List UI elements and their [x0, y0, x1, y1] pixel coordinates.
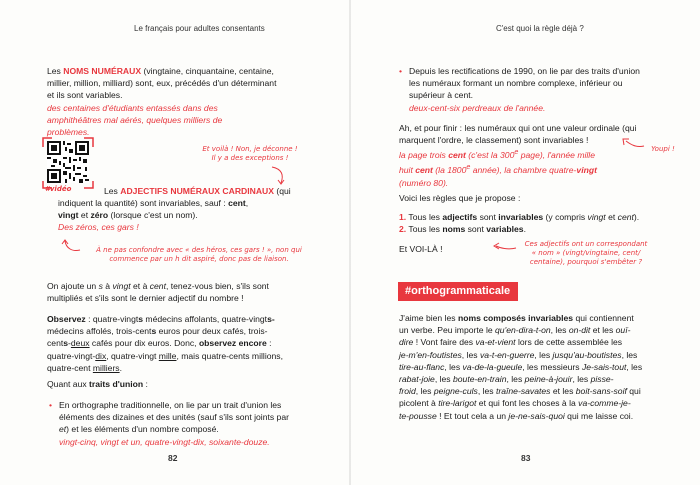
para-adjectifs-cardinaux: Les ADJECTIFS NUMÉRAUX CARDINAUX (qui [104, 186, 291, 196]
example-traits-union: vingt-cinq, vingt et un, quatre-vingt-dix, soixante-douze. [59, 436, 270, 447]
para-noms-composes: J'aime bien les noms composés invariables qui contiennent un verbe. Peu importe le qu'en-dira-t-on, les on-dit et les ouï- dire ! Vont faire des va-et-vient lors de cette assemblée les je-m'en-foutistes, les va-t-en-guerre, les jusqu'au-boutistes, les tire-au-flanc, les va-de-la-gueule, les messieurs Je-sais-tout, les rabat-joie, les boute-en-train, les peine-à-jouir, les pisse- froid, les peigne-culs, les traîne-savates et les boit-sans-soif qui picolent à tire-larigot et qui font les choses à la va-comme-je- te-pousse ! Et tout cela a un je-ne-sais-quoi qui me laisse coi. [399, 313, 643, 421]
right-page-number: 83 [521, 453, 531, 463]
arrow-icon [620, 136, 646, 152]
note-voila: Et voilà ! Non, je déconne ! Il y a des exceptions ! [202, 145, 298, 162]
right-running-head: C'est quoi la règle déjà ? [496, 24, 584, 33]
arrow-icon [490, 240, 518, 254]
bullet-orthographe-traditionnelle: • En orthographe traditionnelle, on lie par un trait d'union les éléments des dizaines et des unités (sauf s'ils sont joints par et) et les éléments d'un nombre composé. vingt-cinq, vingt et un, quatre-vingt-dix, soixante-douze. [49, 399, 321, 448]
rules-intro: Voici les règles que je propose : [399, 193, 521, 203]
qr-code-icon[interactable] [47, 141, 89, 183]
bullet-rectifications-1990: • Depuis les rectifications de 1990, on lie par des traits d'union les numéraux formant un nombre complexe, inférieur ou supérieur à cent. deux-cent-six perdreaux de l'année. [399, 65, 671, 114]
arrow-icon [60, 238, 82, 256]
left-page-number: 82 [168, 453, 178, 463]
rule-2: 2. Tous les noms sont variables. [399, 224, 526, 235]
arrow-icon [268, 165, 290, 187]
left-running-head: Le français pour adultes consentants [134, 24, 265, 33]
note-heros: À ne pas confondre avec « des héros, ces gars ! », non qui commence par un h dit aspiré, donc pas de liaison. [96, 246, 302, 263]
hashtag-orthogrammaticale: #orthogrammaticale [398, 282, 518, 301]
para-ordinale: Ah, et pour finir : les numéraux qui ont une valeur ordinale (qui marquent l'ordre, le classement) sont invariables ! la page trois cent (c'est la 300e page), l'année mille huit cent (la 1800e année), la chambre quatre-vingt (numéro 80). [399, 123, 637, 188]
para-adjectifs-cont: indiquent la quantité) sont invariables, sauf : cent, vingt et zéro (lorsque c'est un nom). Des zéros, ces gars ! [58, 197, 318, 234]
example-perdreaux: deux-cent-six perdreaux de l'année. [409, 102, 546, 113]
term-adjectifs-cardinaux: ADJECTIFS NUMÉRAUX CARDINAUX [120, 186, 274, 196]
video-label[interactable]: #vidéo [45, 185, 72, 193]
para-traits-union: Quant aux traits d'union : [47, 379, 148, 389]
rule-1: 1. Tous les adjectifs sont invariables (y compris vingt et cent). [399, 212, 640, 222]
example-noms-numeraux: des centaines d'étudiants entassés dans des [47, 102, 218, 113]
voila-text: Et VOI-LÀ ! [399, 244, 443, 254]
para-observez: Observez : quatre-vingts médecins affolants, quatre-vingts- médecins affolés, trois-cents euros pour deux cafés, trois- cents-deux cafés pour dix euros. Donc, observez encore : quatre-vingt-dix, quatre-vingt mille, mais quatre-cents millions, quatre-cent milliers. [47, 314, 283, 373]
rule-list [399, 211, 669, 235]
term-noms-numeraux: NOMS NUMÉRAUX [63, 66, 142, 76]
right-page [350, 0, 700, 485]
note-adjectifs-nom: Ces adjectifs ont un correspondant « nom » (vingt/vingtaine, cent/ centaine), pourquoi s'embêter ? [524, 240, 648, 266]
note-youpi: Youpi ! [651, 145, 675, 153]
example-zeros: Des zéros, ces gars ! [58, 222, 139, 233]
para-noms-numeraux: Les NOMS NUMÉRAUX (vingtaine, cinquantaine, centaine, millier, million, milliard) sont, eux, précédés d'un déterminant et ils sont variables. des centaines d'étudiants entassés dans des amphithéâtres mal aérés, quelques milliers de problèmes. [47, 65, 317, 138]
para-pluriel-vingt-cent: On ajoute un s à vingt et à cent, tenez-vous bien, s'ils sont multipliés et s'ils sont le dernier adjectif du nombre ! [47, 281, 269, 304]
